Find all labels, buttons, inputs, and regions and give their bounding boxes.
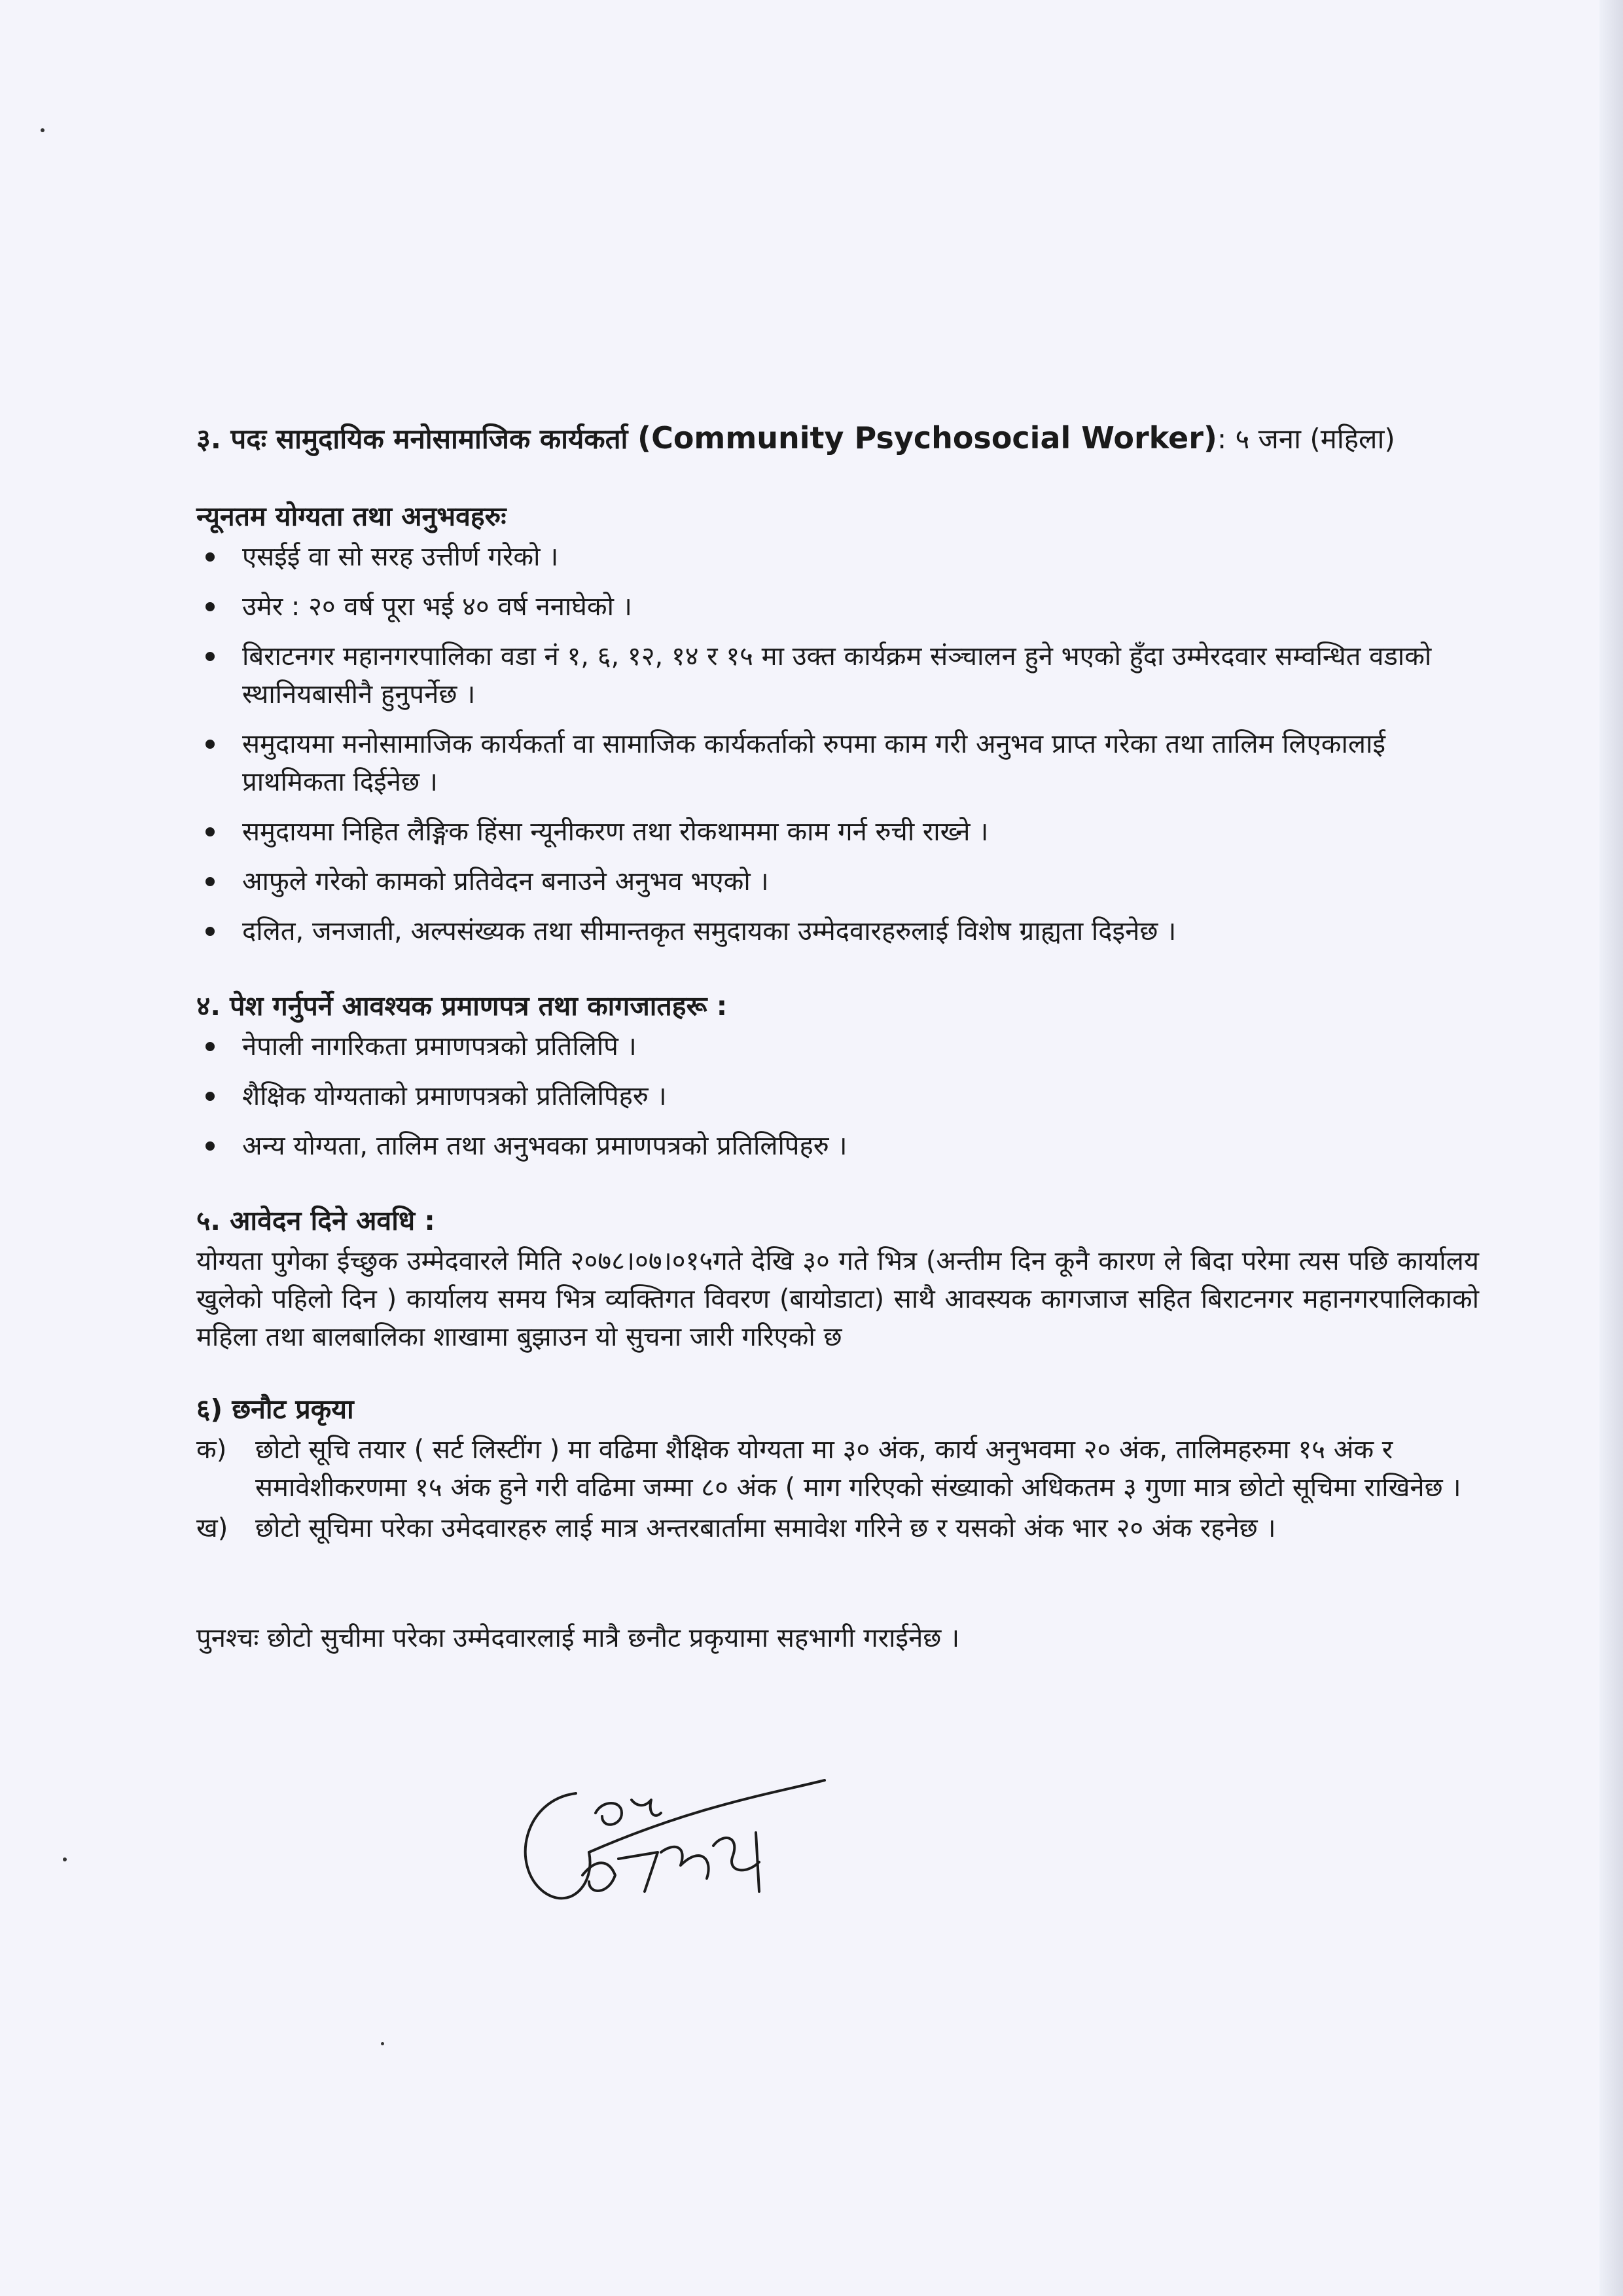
document-item: नेपाली नागरिकता प्रमाणपत्रको प्रतिलिपि । xyxy=(196,1028,1479,1066)
document-item: शैक्षिक योग्यताको प्रमाणपत्रको प्रतिलिपिहरु । xyxy=(196,1077,1479,1115)
qualifications-list xyxy=(196,538,1479,950)
selection-marker: ख) xyxy=(196,1513,228,1543)
post-english-title: (Community Psychosocial Worker) xyxy=(637,420,1217,456)
documents-list xyxy=(196,1028,1479,1165)
page-edge-shadow xyxy=(1599,0,1623,2296)
qualification-item: समुदायमा मनोसामाजिक कार्यकर्ता वा सामाजिक कार्यकर्ताको रुपमा काम गरी अनुभव प्राप्त गरेका तथा तालिम लिएकालाई प्राथमिकता दिईनेछ । xyxy=(196,725,1479,801)
selection-text: छोटो सूचि तयार ( सर्ट लिस्टींग ) मा वढिमा शैक्षिक योग्यता मा ३० अंक, कार्य अनुभवमा २० अंक, तालिमहरुमा १५ अंक र समावेशीकरणमा १५ अंक हुने गरी वढिमा जम्मा ८० अंक ( माग गरिएको संख्याको अधिकतम ३ गुणा मात्र छोटो सूचिमा राखिनेछ । xyxy=(255,1435,1461,1503)
post-count: : ५ जना (महिला) xyxy=(1217,423,1395,455)
qualification-item: समुदायमा निहित लैङ्गिक हिंसा न्यूनीकरण तथा रोकथाममा काम गर्न रुची राख्ने । xyxy=(196,813,1479,851)
post-heading xyxy=(196,419,1479,458)
selection-title: ६) छनौट प्रकृया xyxy=(196,1393,354,1425)
period-text: योग्यता पुगेका ईच्छुक उम्मेदवारले मिति २०७८।०७।०१५गते देखि ३० गते भित्र (अन्तीम दिन कूनै कारण ले बिदा परेमा त्यस पछि कार्यालय खुलेको पहिलो दिन ) कार्यालय समय भित्र व्यक्तिगत विवरण (बायोडाटा) साथै आवस्यक कागजाज सहित बिराटनगर महानगरपालिकाको महिला तथा बालबालिका शाखामा बुझाउन यो सुचना जारी गरिएको छ xyxy=(196,1246,1479,1352)
qualification-item: एसईई वा सो सरह उत्तीर्ण गरेको । xyxy=(196,538,1479,576)
postscript: पुनश्चः छोटो सुचीमा परेका उम्मेदवारलाई मात्रै छनौट प्रकृयामा सहभागी गराईनेछ । xyxy=(196,1623,960,1653)
scan-speck xyxy=(41,128,45,132)
post-label: ३. पदः सामुदायिक मनोसामाजिक कार्यकर्ता xyxy=(196,423,628,455)
handwritten-signature xyxy=(497,1754,838,1924)
qualifications-title: न्यूनतम योग्यता तथा अनुभवहरुः xyxy=(196,501,507,532)
scan-speck xyxy=(63,1857,67,1861)
documents-title: ४. पेश गर्नुपर्ने आवश्यक प्रमाणपत्र तथा कागजातहरू : xyxy=(196,990,728,1022)
selection-item xyxy=(196,1431,1479,1507)
selection-marker: क) xyxy=(196,1435,227,1465)
document-item: अन्य योग्यता, तालिम तथा अनुभवका प्रमाणपत्रको प्रतिलिपिहरु । xyxy=(196,1127,1479,1165)
selection-item xyxy=(196,1509,1479,1547)
qualification-item: उमेर : २० वर्ष पूरा भई ४० वर्ष ननाघेको । xyxy=(196,588,1479,626)
selection-text: छोटो सूचिमा परेका उमेदवारहरु लाई मात्र अन्तरबार्तामा समावेश गरिने छ र यसको अंक भार २० अंक रहनेछ । xyxy=(255,1513,1276,1543)
qualification-item: बिराटनगर महानगरपालिका वडा नं १, ६, १२, १४ र १५ मा उक्त कार्यक्रम संञ्चालन हुने भएको हुँदा उम्मेरदवार सम्वन्धित वडाको स्थानियबासीनै हुनुपर्नेछ । xyxy=(196,637,1479,713)
notice-body xyxy=(196,419,1479,1657)
qualification-item: आफुले गरेको कामको प्रतिवेदन बनाउने अनुभव भएको । xyxy=(196,863,1479,901)
qualification-item: दलित, जनजाती, अल्पसंख्यक तथा सीमान्तकृत समुदायका उम्मेदवारहरुलाई विशेष ग्राह्यता दिइनेछ । xyxy=(196,912,1479,950)
period-title: ५. आवेदन दिने अवधि : xyxy=(196,1205,435,1236)
scan-speck xyxy=(381,2042,384,2045)
